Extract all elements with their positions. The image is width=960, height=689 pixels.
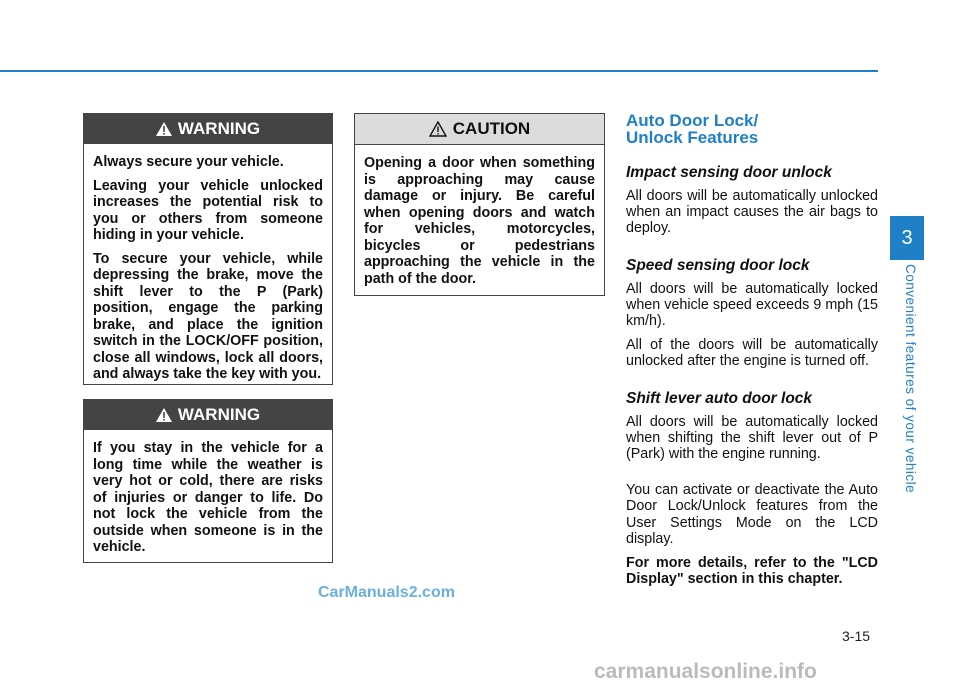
warning-body <box>84 430 332 556</box>
warning-header <box>84 114 332 144</box>
warning-box-secure <box>83 113 333 385</box>
warning-paragraph: If you stay in the vehicle for a long time while the weather is very hot or cold, there are risks of injuries or danger to life. Do not lock the vehicle from the outside when someone is in the vehicle. <box>93 440 323 555</box>
more-details-text: For more details, refer to the "LCD Display" section in this chapter. <box>626 555 878 588</box>
speed-sensing-title: Speed sensing door lock <box>626 256 810 274</box>
warning-paragraph: Always secure your vehicle. <box>93 154 284 170</box>
caution-header-label: CAUTION <box>452 119 531 138</box>
warning-triangle-icon <box>156 408 172 422</box>
watermark-carmanuals2[interactable]: CarManuals2.com <box>318 584 455 601</box>
impact-sensing-title: Impact sensing door unlock <box>626 164 832 181</box>
warning-header-label: WARNING <box>177 405 261 424</box>
warning-box-heat <box>83 399 333 563</box>
shift-lever-title: Shift lever auto door lock <box>626 389 813 407</box>
section-title <box>626 112 878 146</box>
speed-sensing-text: All of the doors will be automatically unlocked after the engine is turned off. <box>626 337 878 370</box>
page-number: 3-15 <box>842 628 871 644</box>
warning-paragraph: Leaving your vehicle unlocked increases the potential risk to you or others from someone hiding in your vehicle. <box>93 177 323 243</box>
section-title-line: Unlock Features <box>626 128 759 147</box>
section-title-line: Auto Door Lock/ <box>626 111 759 130</box>
chapter-title: Convenient features of your vehicle <box>903 264 918 494</box>
caution-body <box>355 145 604 287</box>
warning-header <box>84 400 332 430</box>
warning-triangle-icon <box>156 122 172 136</box>
impact-sensing-text: All doors will be automatically unlocked when an impact causes the air bags to deploy. <box>626 188 878 237</box>
caution-header <box>355 114 604 145</box>
chapter-tab: 3 <box>890 216 924 260</box>
caution-triangle-icon <box>429 121 447 137</box>
warning-paragraph: To secure your vehicle, while depressing the brake, move the shift lever to the P (Park) position, engage the parking brake, and place the ignition switch in the LOCK/OFF position, close all windows, lock all doors, and always take the key with you. <box>93 250 323 382</box>
header-rule <box>0 70 878 72</box>
caution-box <box>354 113 605 296</box>
caution-paragraph: Opening a door when something is approaching may cause damage or injury. Be careful when opening doors and watch for vehicles, motorcycles, bicycles or pedestrians approaching the vehicle in the path of the door. <box>364 155 595 287</box>
watermark-carmanualsonline[interactable]: carmanualsonline.info <box>594 660 817 683</box>
warning-body <box>84 144 332 383</box>
speed-sensing-text: All doors will be automatically locked when vehicle speed exceeds 9 mph (15 km/h). <box>626 280 878 330</box>
auto-door-lock-section <box>626 112 878 595</box>
settings-text: You can activate or deactivate the Auto Door Lock/Unlock features from the User Settings Mode on the LCD display. <box>626 482 878 547</box>
warning-header-label: WARNING <box>177 119 261 138</box>
shift-lever-text: All doors will be automatically locked when shifting the shift lever out of P (Park) with the engine running. <box>626 413 878 463</box>
